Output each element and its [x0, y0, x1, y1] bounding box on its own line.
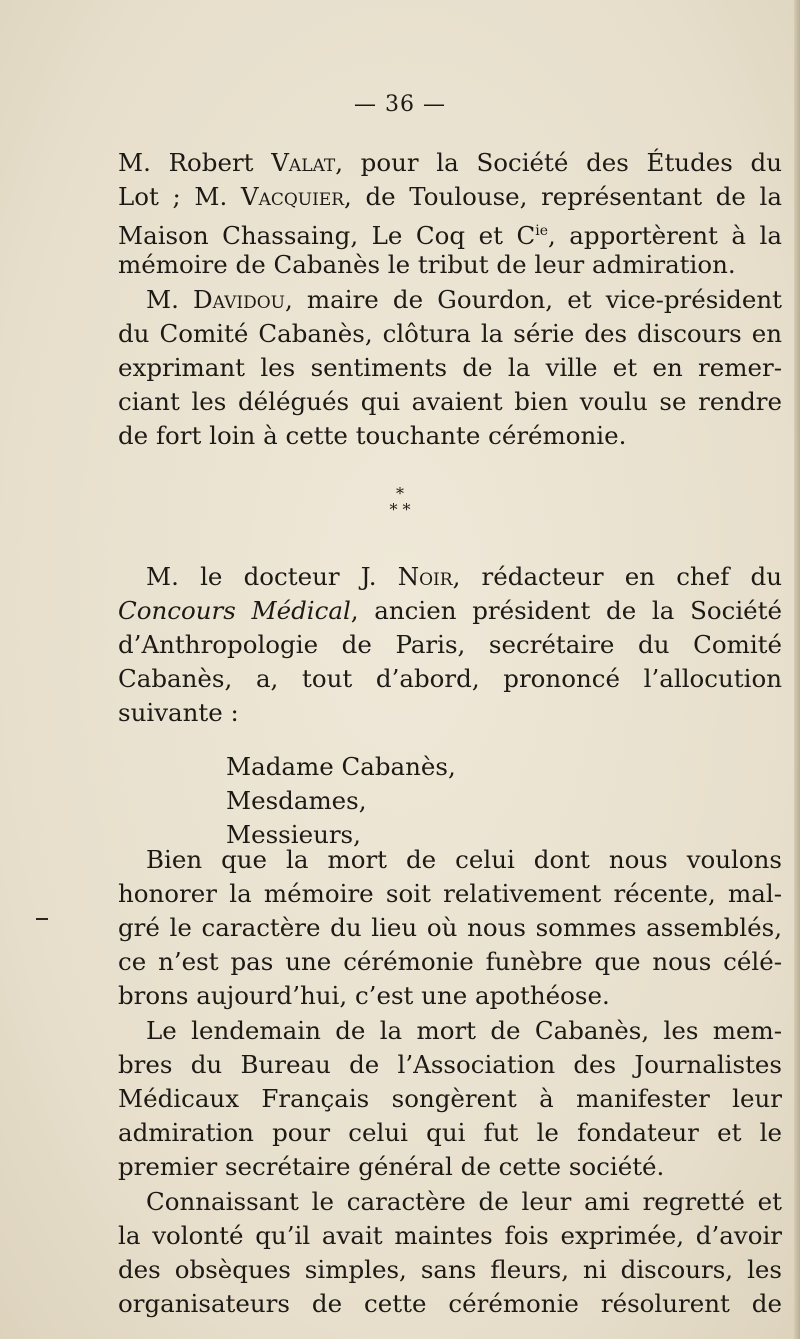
text-run: la volonté qu’il avait maintes fois exprimée, d’avoir [118, 1221, 782, 1250]
text-run: ce n’est pas une cérémonie funèbre que nous célé- [118, 947, 782, 976]
p2-line [146, 283, 782, 317]
p6-line [146, 1185, 782, 1219]
p6-line [118, 1287, 782, 1321]
p2-line [118, 385, 782, 419]
text-run: brons aujourd’hui, c’est une apothéose. [118, 981, 610, 1010]
p5-line [118, 1116, 782, 1150]
p1-line [118, 180, 782, 214]
text-run: Connaissant le caractère de leur ami regretté et [146, 1187, 782, 1216]
text-run: Cabanès, a, tout d’abord, prononcé l’allocution [118, 664, 782, 693]
text-run: organisateurs de cette cérémonie résolurent de [118, 1289, 782, 1318]
p1-line [118, 248, 782, 282]
text-run: , apportèrent à la [547, 221, 782, 251]
asterism-bottom-stars: * * [389, 500, 411, 519]
p6-line [118, 1219, 782, 1253]
p5-line [118, 1150, 782, 1184]
p2-line [118, 419, 782, 453]
text-run: bres du Bureau de l’Association des Journalistes [118, 1050, 782, 1079]
p3-line [118, 662, 782, 696]
p2-line [118, 317, 782, 351]
text-run: d’Anthropologie de Paris, secrétaire du Comité [118, 630, 782, 659]
text-run: Lot ; M. [118, 182, 241, 211]
p4-line [118, 945, 782, 979]
text-run: , rédacteur en chef du [452, 562, 782, 591]
small-caps-name: Valat [271, 148, 336, 177]
italic-title: Concours Médical [118, 596, 351, 625]
text-run: Médicaux Français songèrent à manifester leur [118, 1084, 782, 1113]
small-caps-name: Davidou [193, 285, 285, 314]
text-run: ciant les délégués qui avaient bien voulu se rendre [118, 387, 782, 416]
p5-line [118, 1082, 782, 1116]
p3-line [118, 696, 782, 730]
text-run: , de Toulouse, représentant de la [344, 182, 782, 211]
p5-line [118, 1048, 782, 1082]
text-run: mémoire de Cabanès le tribut de leur admiration. [118, 250, 736, 279]
p3-line [118, 594, 782, 628]
p4-line [118, 911, 782, 945]
p4-line [118, 877, 782, 911]
superscript: ie [535, 223, 548, 239]
salutation-line: Messieurs, [226, 820, 361, 849]
text-run: du Comité Cabanès, clôtura la série des discours en [118, 319, 782, 348]
salutation-line: Mesdames, [226, 786, 367, 815]
text-run: M. le docteur J. [146, 562, 398, 591]
small-caps-name: Vacquier [240, 182, 345, 211]
page-number: — 36 — [354, 92, 446, 117]
text-run: , ancien président de la Société [350, 596, 782, 625]
p3-line [118, 628, 782, 662]
text-run: honorer la mémoire soit relativement récente, mal- [118, 879, 782, 908]
text-run: M. [146, 285, 194, 314]
p6-line [118, 1253, 782, 1287]
small-caps-name: Noir [397, 562, 453, 591]
p3-line [146, 560, 782, 594]
p2-line [118, 351, 782, 385]
margin-dash-mark [36, 918, 48, 920]
text-run: M. Robert [118, 148, 272, 177]
text-run: Maison Chassaing, Le Coq et C [118, 221, 536, 251]
text-run: admiration pour celui qui fut le fondateur et le [118, 1118, 782, 1147]
text-run: suivante : [118, 698, 239, 727]
text-run: exprimant les sentiments de la ville et en remer- [118, 353, 782, 382]
asterism-top-star: * [396, 484, 404, 503]
text-run: , pour la Société des Études du [335, 148, 782, 177]
text-run: , maire de Gourdon, et vice-président [284, 285, 782, 314]
text-run: premier secrétaire général de cette société. [118, 1152, 665, 1181]
text-run: gré le caractère du lieu où nous sommes assemblés, [118, 913, 782, 942]
text-run: des obsèques simples, sans fleurs, ni discours, les [118, 1255, 782, 1284]
p4-line [118, 979, 782, 1013]
text-run: Bien que la mort de celui dont nous voulons [146, 845, 782, 874]
text-run: Le lendemain de la mort de Cabanès, les mem- [146, 1016, 782, 1045]
p5-line [146, 1014, 782, 1048]
p1-line [118, 146, 782, 180]
text-run: de fort loin à cette touchante cérémonie. [118, 421, 627, 450]
salutation-line: Madame Cabanès, [226, 752, 456, 781]
page-edge-shadow [794, 0, 800, 1339]
